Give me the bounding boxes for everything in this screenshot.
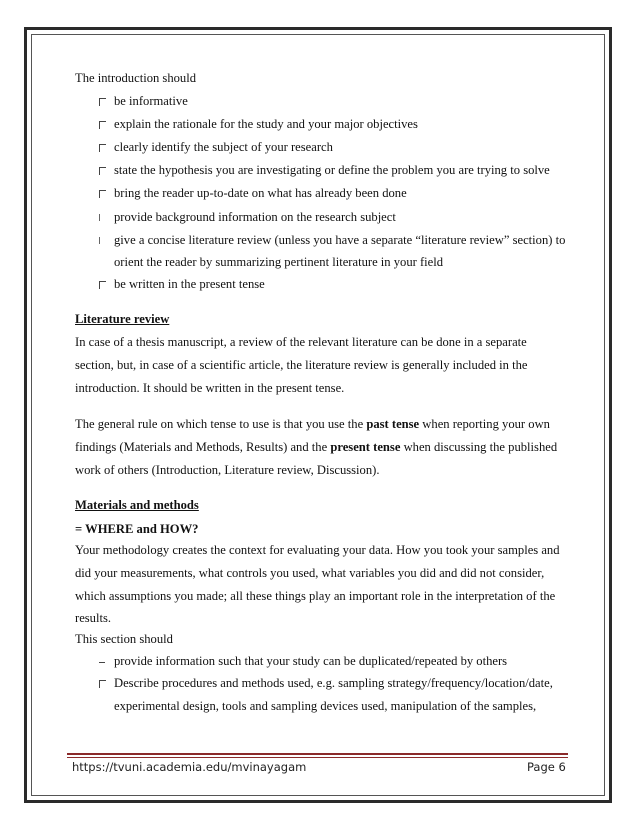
page-number: Page 6 [527,760,566,774]
bullet-icon [99,98,106,106]
footer-url: https://tvuni.academia.edu/mvinayagam [72,760,307,774]
bullet-icon [99,121,106,129]
intro-item-continued: orient the reader by summarizing pertinent literature in your field [114,255,444,269]
methods-para-line: Your methodology creates the context for evaluating your data. How you took your samples and [75,543,560,557]
methods-lead: This section should [75,632,173,646]
intro-item: bring the reader up-to-date on what has already been done [114,186,407,200]
bullet-icon [99,281,106,289]
intro-item: provide background information on the research subject [114,210,396,224]
literature-para-line: section, but, in case of a scientific article, the literature review is generally included in the [75,358,528,372]
footer-rule-thin [67,757,568,758]
intro-item: clearly identify the subject of your research [114,140,333,154]
present-tense-emphasis: present tense [330,440,401,454]
bullet-icon [99,144,106,152]
intro-item: give a concise literature review (unless you have a separate “literature review” section) to [114,233,566,247]
methods-item: provide information such that your study can be duplicated/repeated by others [114,654,508,668]
past-tense-emphasis: past tense [366,417,420,431]
methods-para-line: did your measurements, what controls you used, what variables you did and did not consider, [75,566,545,580]
methods-para-line: which assumptions you made; all these things play an important role in the interpretation of the [75,589,556,603]
methods-subheading: = WHERE and HOW? [75,522,199,536]
bullet-icon [99,214,106,221]
literature-heading: Literature review [75,312,170,326]
literature-para-line: introduction. It should be written in the present tense. [75,381,345,395]
footer-rule [67,753,568,755]
intro-item: state the hypothesis you are investigating or define the problem you are trying to solve [114,163,550,177]
intro-lead: The introduction should [75,71,197,85]
bullet-icon [99,680,106,688]
bullet-icon [99,653,105,663]
methods-para-line: results. [75,611,112,625]
methods-heading: Materials and methods [75,498,199,512]
tense-para-line: findings (Materials and Methods, Results) and the present tense when discussing the published [75,440,558,454]
bullet-icon [99,237,106,244]
tense-para-line: The general rule on which tense to use is that you use the past tense when reporting your own [75,417,550,431]
intro-item: explain the rationale for the study and your major objectives [114,117,418,131]
intro-item: be written in the present tense [114,277,265,291]
intro-item: be informative [114,94,188,108]
tense-para-line: work of others (Introduction, Literature review, Discussion). [75,463,380,477]
methods-item: Describe procedures and methods used, e.g. sampling strategy/frequency/location/date, [114,676,553,690]
bullet-icon [99,190,106,198]
methods-item-continued: experimental design, tools and sampling devices used, manipulation of the samples, [114,699,537,713]
literature-para-line: In case of a thesis manuscript, a review of the relevant literature can be done in a separate [75,335,527,349]
bullet-icon [99,167,106,175]
